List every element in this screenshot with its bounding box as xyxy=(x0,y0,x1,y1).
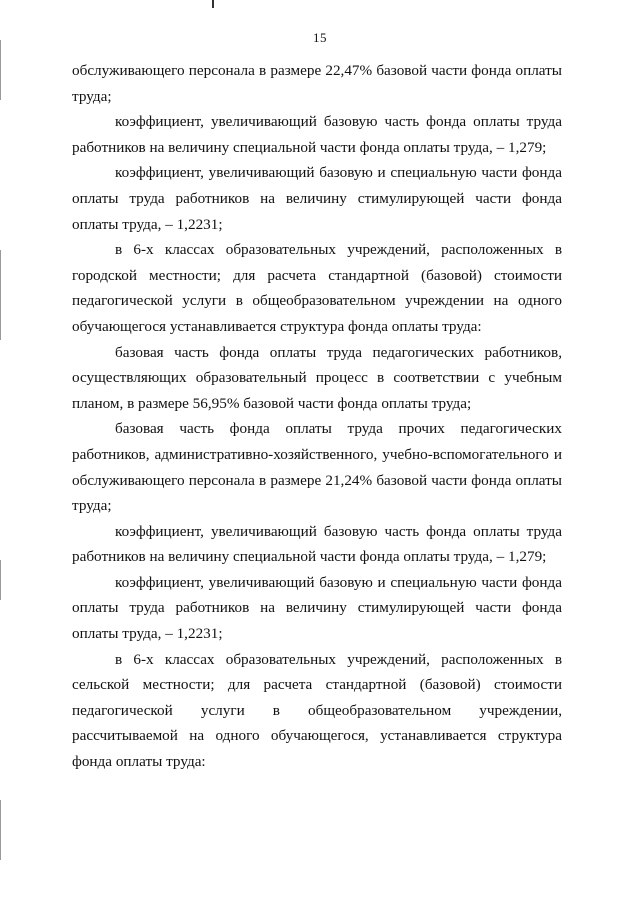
paragraph: в 6-х классах образовательных учреждений, расположенных в сельской местности; для расчета стандартной (базовой) стоимости педагогической услуги в общеобразовательном учреждении, рассчитываемой на одного обучающегося, устанавливается структура фонда оплаты труда: xyxy=(72,650,562,771)
scan-edge-artifact xyxy=(0,560,1,600)
scan-edge-artifact xyxy=(0,250,1,340)
paragraph: в 6-х классах образовательных учреждений, расположенных в городской местности; для расчета стандартной (базовой) стоимости педагогической услуги в общеобразовательном учреждении на одного обучающегося устанавливается структура фонда оплаты труда: xyxy=(72,241,562,335)
body-text xyxy=(72,58,562,775)
paragraph: коэффициент, увеличивающий базовую часть фонда оплаты труда работников на величину специальной части фонда оплаты труда, – 1,279; xyxy=(72,522,562,566)
paragraph: базовая часть фонда оплаты труда прочих педагогических работников, административно-хозяйственного, учебно-вспомогательного и обслуживающего персонала в размере 21,24% базовой части фонда оплаты труда; xyxy=(72,420,562,515)
scan-edge-artifact xyxy=(0,40,1,100)
scan-mark xyxy=(212,0,214,8)
paragraph: коэффициент, увеличивающий базовую и специальную части фонда оплаты труда работников на величину стимулирующей части фонда оплаты труда, – 1,2231; xyxy=(72,573,562,643)
page-number: 15 xyxy=(313,30,327,45)
paragraph: коэффициент, увеличивающий базовую и специальную части фонда оплаты труда работников на величину стимулирующей части фонда оплаты труда, – 1,2231; xyxy=(72,164,562,233)
paragraph: коэффициент, увеличивающий базовую часть фонда оплаты труда работников на величину специальной части фонда оплаты труда, – 1,279; xyxy=(72,113,562,156)
scan-edge-artifact xyxy=(0,800,1,860)
paragraph: обслуживающего персонала в размере 22,47% базовой части фонда оплаты труда; xyxy=(72,62,562,105)
paragraph: базовая часть фонда оплаты труда педагогических работников, осуществляющих образовательный процесс в соответствии с учебным планом, в размере 56,95% базовой части фонда оплаты труда; xyxy=(72,343,562,412)
